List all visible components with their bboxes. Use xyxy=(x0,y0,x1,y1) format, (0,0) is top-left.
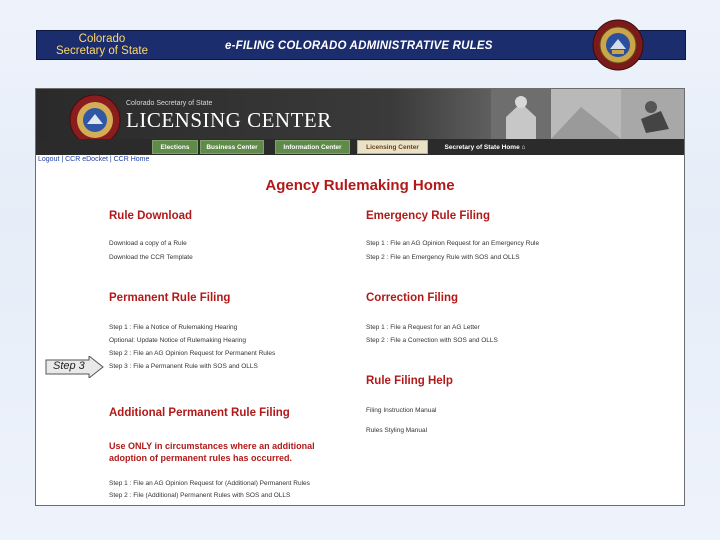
tab-business-center[interactable]: Business Center xyxy=(200,140,264,154)
slide-org-name xyxy=(37,33,167,57)
banner-title: LICENSING CENTER xyxy=(126,108,332,132)
banner-subtitle: Colorado Secretary of State xyxy=(126,100,213,107)
step3-callout-label: Step 3 xyxy=(53,360,85,372)
slide-org-line2: Secretary of State xyxy=(55,45,149,57)
rule-filing-help-heading: Rule Filing Help xyxy=(366,375,453,387)
slide-header-bar xyxy=(36,30,686,60)
emergency-rule-heading: Emergency Rule Filing xyxy=(366,210,490,222)
tab-licensing-center[interactable]: Licensing Center xyxy=(357,140,428,154)
additional-rule-heading: Additional Permanent Rule Filing xyxy=(109,407,290,419)
tab-sos-home-label: Secretary of State Home xyxy=(444,144,520,151)
link-additional-step1[interactable]: Step 1 : File an AG Opinion Request for (Additional) Permanent Rules xyxy=(109,480,310,487)
link-download-rule[interactable]: Download a copy of a Rule xyxy=(109,240,187,247)
link-permanent-optional[interactable]: Optional: Update Notice of Rulemaking Hearing xyxy=(109,337,246,344)
banner-photo-collage xyxy=(491,89,684,139)
page-title: Agency Rulemaking Home xyxy=(265,177,455,194)
link-emergency-step1[interactable]: Step 1 : File an AG Opinion Request for an Emergency Rule xyxy=(366,240,540,247)
rule-download-heading: Rule Download xyxy=(109,210,193,222)
licensing-center-screenshot xyxy=(35,88,685,506)
link-correction-step1[interactable]: Step 1 : File a Request for an AG Letter xyxy=(366,324,480,331)
link-permanent-step1[interactable]: Step 1 : File a Notice of Rulemaking Hearing xyxy=(109,324,238,331)
additional-rule-warning: Use ONLY in circumstances where an additional adoption of permanent rules has occurred. xyxy=(109,441,315,463)
link-download-template[interactable]: Download the CCR Template xyxy=(109,254,193,261)
slide-title: e-FILING COLORADO ADMINISTRATIVE RULES xyxy=(225,40,493,52)
home-icon: ⌂ xyxy=(521,144,526,151)
link-filing-manual[interactable]: Filing Instruction Manual xyxy=(366,407,437,414)
link-additional-step2[interactable]: Step 2 : File (Additional) Permanent Rules with SOS and OLLS xyxy=(109,492,291,499)
tab-secretary-of-state-home[interactable] xyxy=(437,140,533,154)
colorado-seal-icon xyxy=(592,19,644,71)
permanent-rule-heading: Permanent Rule Filing xyxy=(109,292,231,304)
link-styling-manual[interactable]: Rules Styling Manual xyxy=(366,427,428,434)
link-emergency-step2[interactable]: Step 2 : File an Emergency Rule with SOS and OLLS xyxy=(366,254,520,261)
site-banner xyxy=(36,89,684,139)
tab-information-center[interactable]: Information Center xyxy=(275,140,350,154)
link-permanent-step2[interactable]: Step 2 : File an AG Opinion Request for Permanent Rules xyxy=(109,350,276,357)
tab-elections-center[interactable]: Elections Center xyxy=(152,140,198,154)
slide-org-line1: Colorado xyxy=(78,33,126,45)
correction-filing-heading: Correction Filing xyxy=(366,292,458,304)
top-links[interactable]: Logout | CCR eDocket | CCR Home xyxy=(38,156,150,163)
link-correction-step2[interactable]: Step 2 : File a Correction with SOS and OLLS xyxy=(366,337,498,344)
link-permanent-step3[interactable]: Step 3 : File a Permanent Rule with SOS and OLLS xyxy=(109,363,258,370)
